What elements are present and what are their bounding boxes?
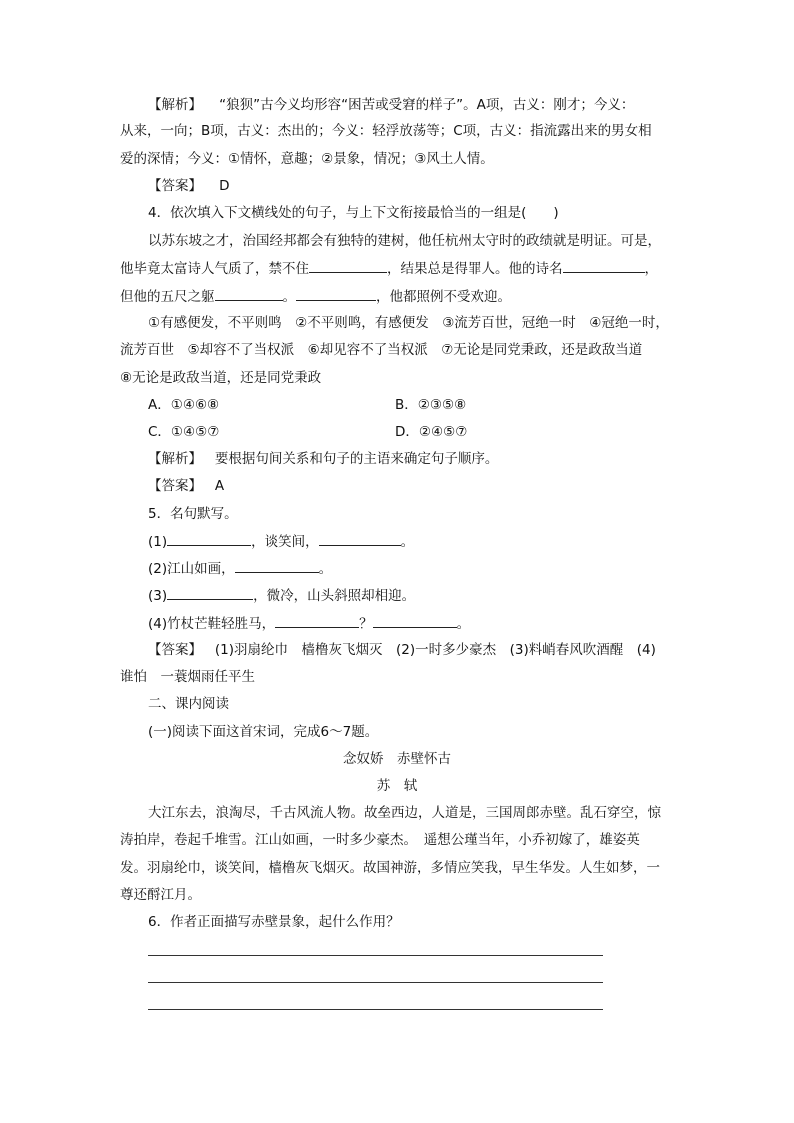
q4-options-3: ⑧无论是政敌当道，还是同党秉政 bbox=[120, 370, 322, 386]
q3-analysis-text-2: 从来，一向；B项，古义：杰出的；今义：轻浮放荡等；C项，古义：指流露出来的男女相 bbox=[120, 123, 652, 139]
fill-blank-10[interactable] bbox=[373, 613, 457, 628]
q4-answer: A bbox=[214, 478, 225, 494]
q5-item-4 bbox=[148, 613, 470, 634]
q4-passage-3 bbox=[120, 286, 511, 307]
q3-analysis-text-3: 爱的深情；今义：①情怀，意趣；②景象，情况；③风土人情。 bbox=[120, 151, 494, 167]
poem-line-2: 涛拍岸，卷起千堆雪。江山如画，一时多少豪杰。 遥想公瑾当年，小乔初嫁了，雄姿英 bbox=[120, 832, 640, 848]
q4-options-2: 流芳百世 ⑤却容不了当权派 ⑥却见容不了当权派 ⑦无论是同党秉政，还是政敌当道 bbox=[120, 342, 643, 358]
poem-line-3: 发。羽扇纶巾，谈笑间，樯橹灰飞烟灭。故国神游，多情应笑我，早生华发。人生如梦，一 bbox=[120, 860, 660, 876]
q6-stem: 6．作者正面描写赤壁景象，起什么作用？ bbox=[148, 914, 400, 930]
q4-stem: 4．依次填入下文横线处的句子，与上下文衔接最恰当的一组是( ) bbox=[148, 205, 559, 221]
q4-passage-2a: 他毕竟太富诗人气质了，禁不住 bbox=[120, 261, 309, 277]
answer-line-2[interactable] bbox=[148, 982, 603, 983]
q5-item-4b: ？ bbox=[359, 616, 373, 632]
q3-answer: D bbox=[219, 178, 230, 194]
fill-blank-8[interactable] bbox=[167, 585, 253, 600]
q5-item-3 bbox=[148, 585, 415, 606]
q4-options-1: ①有感便发，不平则鸣 ②不平则鸣，有感便发 ③流芳百世，冠绝一时 ④冠绝一时， bbox=[148, 315, 669, 331]
q5-stem: 5．名句默写。 bbox=[148, 506, 238, 522]
q3-answer-line bbox=[148, 176, 230, 196]
q5-answer-2: 谁怕 一蓑烟雨任平生 bbox=[120, 669, 255, 685]
poem-line-4: 尊还酹江月。 bbox=[120, 887, 201, 903]
answer-label: 【答案】 bbox=[148, 478, 202, 494]
q4-passage-3a: 但他的五尺之躯 bbox=[120, 289, 215, 305]
q5-item-1a: (1) bbox=[148, 534, 168, 550]
section-title: 二、课内阅读 bbox=[148, 696, 229, 712]
q4-passage-2c: ， bbox=[644, 261, 658, 277]
fill-blank-7[interactable] bbox=[235, 558, 319, 573]
q5-item-2a: (2)江山如画， bbox=[148, 561, 235, 577]
q5-answer-line bbox=[148, 640, 656, 660]
q5-item-1b: ，谈笑间， bbox=[251, 534, 319, 550]
q4-choice-b: B．②③⑤⑧ bbox=[395, 397, 467, 413]
fill-blank-3[interactable] bbox=[215, 286, 283, 301]
analysis-label: 【解析】 bbox=[148, 97, 202, 113]
q4-passage-2 bbox=[120, 258, 658, 279]
answer-line-1[interactable] bbox=[148, 955, 603, 956]
poem-author: 苏 轼 bbox=[376, 778, 418, 794]
fill-blank-4[interactable] bbox=[296, 286, 376, 301]
q5-item-1c: 。 bbox=[400, 534, 415, 550]
poem-title: 念奴娇 赤壁怀古 bbox=[343, 751, 451, 767]
answer-label: 【答案】 bbox=[148, 178, 202, 194]
q5-item-2 bbox=[148, 558, 332, 579]
poem-line-1: 大江东去，浪淘尽，千古风流人物。故垒西边，人道是，三国周郎赤壁。乱石穿空，惊 bbox=[148, 805, 661, 821]
q4-passage-3c: ，他都照例不受欢迎。 bbox=[376, 289, 511, 305]
q5-item-4a: (4)竹杖芒鞋轻胜马， bbox=[148, 616, 276, 632]
q4-choice-c: C．①④⑤⑦ bbox=[148, 424, 220, 440]
q5-answer-1: (1)羽扇纶巾 樯橹灰飞烟灭 (2)一时多少豪杰 (3)料峭春风吹酒醒 (4) bbox=[214, 642, 656, 658]
q3-analysis-text-1: “狼狈”古今义均形容“困苦或受窘的样子”。A项，古义：刚才；今义： bbox=[219, 97, 635, 113]
section-intro: (一)阅读下面这首宋词，完成6～7题。 bbox=[148, 724, 379, 740]
fill-blank-1[interactable] bbox=[309, 258, 387, 273]
answer-label: 【答案】 bbox=[148, 642, 202, 658]
fill-blank-6[interactable] bbox=[319, 531, 401, 546]
q4-analysis-line bbox=[148, 449, 498, 469]
q5-item-4c: 。 bbox=[456, 616, 471, 632]
q5-item-1 bbox=[148, 531, 414, 552]
analysis-label: 【解析】 bbox=[148, 451, 202, 467]
q5-item-3a: (3) bbox=[148, 588, 168, 604]
q5-item-2b: 。 bbox=[318, 561, 333, 577]
fill-blank-9[interactable] bbox=[275, 613, 359, 628]
q4-answer-line bbox=[148, 476, 224, 496]
q5-item-3b: ，微冷，山头斜照却相迎。 bbox=[253, 588, 416, 604]
q4-choice-d: D．②④⑤⑦ bbox=[395, 424, 468, 440]
fill-blank-2[interactable] bbox=[563, 258, 645, 273]
q4-passage-3b: 。 bbox=[282, 289, 296, 305]
answer-line-3[interactable] bbox=[148, 1009, 603, 1010]
q4-passage-2b: ，结果总是得罪人。他的诗名 bbox=[387, 261, 563, 277]
q4-choice-a: A．①④⑥⑧ bbox=[148, 397, 220, 413]
q3-analysis-line-1 bbox=[148, 95, 634, 115]
fill-blank-5[interactable] bbox=[167, 531, 251, 546]
q4-analysis: 要根据句间关系和句子的主语来确定句子顺序。 bbox=[214, 451, 499, 467]
q4-passage-1: 以苏东坡之才，治国经邦都会有独特的建树，他任杭州太守时的政绩就是明证。可是， bbox=[148, 233, 661, 249]
